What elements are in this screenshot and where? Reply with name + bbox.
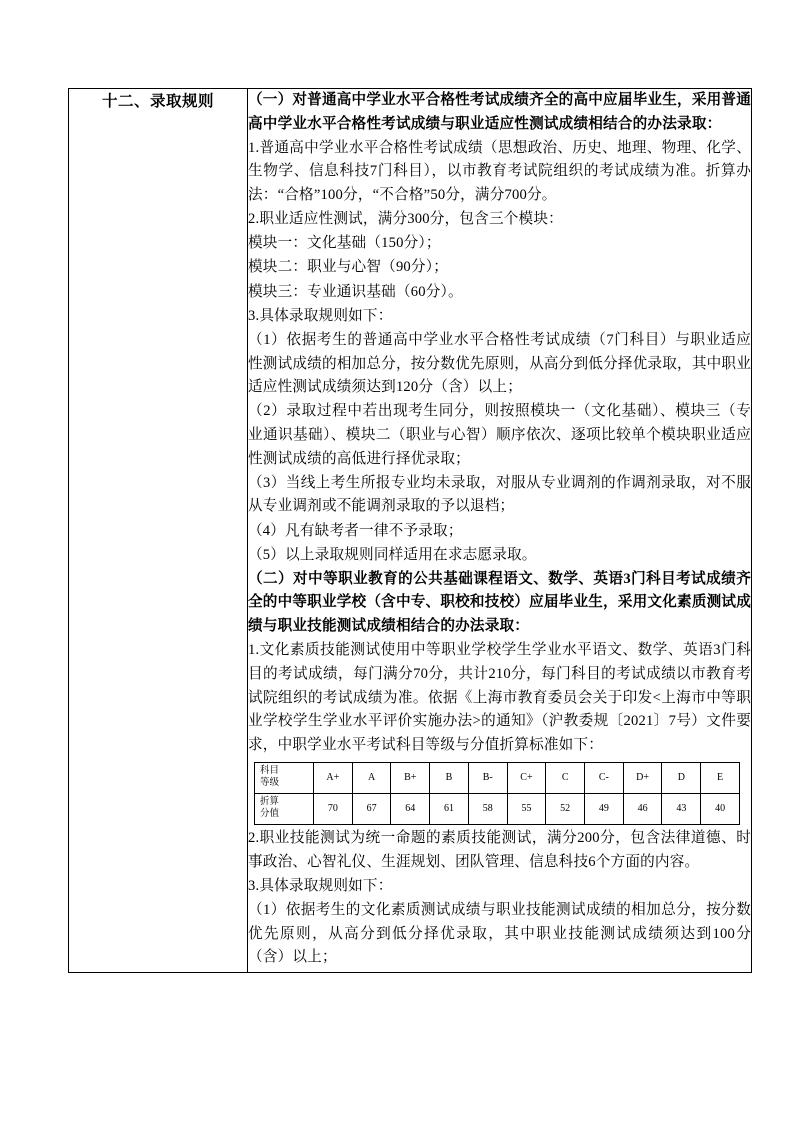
paragraph: （5）以上录取规则同样适用在求志愿录取。 [248,546,537,563]
grade-table-value-row [255,793,740,824]
paragraph: （1）依据考生的文化素质测试成绩与职业技能测试成绩的相加总分，按分数优先原则，从高分到低分择优录取，其中职业技能测试成绩须达到100分（含）以上； [248,901,751,966]
row-label-text: 十二、录取规则 [101,93,214,110]
value-header-line2: 分值 [260,808,280,819]
paragraph: 模块三：专业通识基础（60分）。 [248,283,463,300]
paragraph: 1.文化素质技能测试使用中等职业学校学生学业水平语文、数学、英语3门科目的考试成绩，每门满分70分，共计210分，每门科目的考试成绩以市教育考试院组织的考试成绩为准。依据《上海市教育委员会关于印发<上海市中等职业学校学生学业水平评价实施办法>的通知》（沪教委规〔2021〕7号）文件要求，中职学业水平考试科目等级与分值折算标准如下： [248,642,751,753]
grade-cell: E [701,762,740,793]
paragraph: （4）凡有缺考者一律不予录取； [248,522,463,539]
paragraph: 3.具体录取规则如下： [248,307,393,324]
grade-table-corner-header [255,762,314,793]
paragraph: （一）对普通高中学业水平合格性考试成绩齐全的高中应届毕业生，采用普通高中学业水平合格性考试成绩与职业适应性测试成绩相结合的办法录取： [248,92,751,132]
paragraph-block-before [248,89,751,757]
value-cell: 46 [623,793,662,824]
paragraph: 模块一：文化基础（150分）； [248,235,441,252]
grade-cell: B [430,762,469,793]
value-cell: 58 [468,793,507,824]
paragraph: 2.职业适应性测试，满分300分，包含三个模块： [248,211,563,228]
value-cell: 49 [585,793,624,824]
paragraph: （2）录取过程中若出现考生同分，则按照模块一（文化基础）、模块三（专业通识基础）、模块二（职业与心智）顺序依次、逐项比较单个模块职业适应性测试成绩的高低进行择优录取； [248,403,751,467]
paragraph: （3）当线上考生所报专业均未录取，对服从专业调剂的作调剂录取，对不服从专业调剂或不能调剂录取的予以退档； [248,474,751,515]
value-cell: 43 [662,793,701,824]
grade-cell: B- [468,762,507,793]
grade-cell: C+ [507,762,546,793]
grade-table-value-header [255,793,314,824]
grade-conversion-table-wrapper [248,758,751,827]
grade-cell: C [546,762,585,793]
paragraph: 1.普通高中学业水平合格性考试成绩（思想政治、历史、地理、物理、化学、生物学、信息科技7门科目），以市教育考试院组织的考试成绩为准。折算办法：“合格”100分，“不合格”50分，满分700分。 [248,139,751,204]
paragraph: 2.职业技能测试为统一命题的素质技能测试，满分200分，包含法律道德、时事政治、心智礼仪、生涯规划、团队管理、信息科技6个方面的内容。 [248,829,751,870]
paragraph-block-after [248,827,751,970]
paragraph: 模块二：职业与心智（90分）； [248,259,449,276]
value-cell: 70 [314,793,353,824]
cell-bottom-spacer [248,970,751,972]
grade-cell: A+ [314,762,353,793]
value-cell: 64 [391,793,430,824]
value-cell: 52 [546,793,585,824]
paragraph: 3.具体录取规则如下： [248,877,393,894]
grade-cell: A [352,762,391,793]
table-row [69,89,752,973]
grade-cell: D [662,762,701,793]
admission-rules-table [68,88,752,973]
row-content-cell [248,89,752,973]
grade-table-header-row [255,762,740,793]
grade-conversion-table [254,762,740,825]
corner-header-line2: 等级 [260,777,280,788]
value-cell: 40 [701,793,740,824]
row-label-cell [69,89,248,973]
grade-cell: D+ [623,762,662,793]
value-header-line1: 折算 [260,797,280,808]
value-cell: 55 [507,793,546,824]
paragraph: （二）对中等职业教育的公共基础课程语文、数学、英语3门科目考试成绩齐全的中等职业学校（含中专、职校和技校）应届毕业生，采用文化素质测试成绩与职业技能测试成绩相结合的办法录取： [248,570,751,635]
value-cell: 61 [430,793,469,824]
corner-header-line1: 科目 [260,766,280,777]
grade-cell: C- [585,762,624,793]
paragraph: （1）依据考生的普通高中学业水平合格性考试成绩（7门科目）与职业适应性测试成绩的相加总分，按分数优先原则，从高分到低分择优录取，其中职业适应性测试成绩须达到120分（含）以上； [248,331,751,396]
value-cell: 67 [352,793,391,824]
grade-cell: B+ [391,762,430,793]
